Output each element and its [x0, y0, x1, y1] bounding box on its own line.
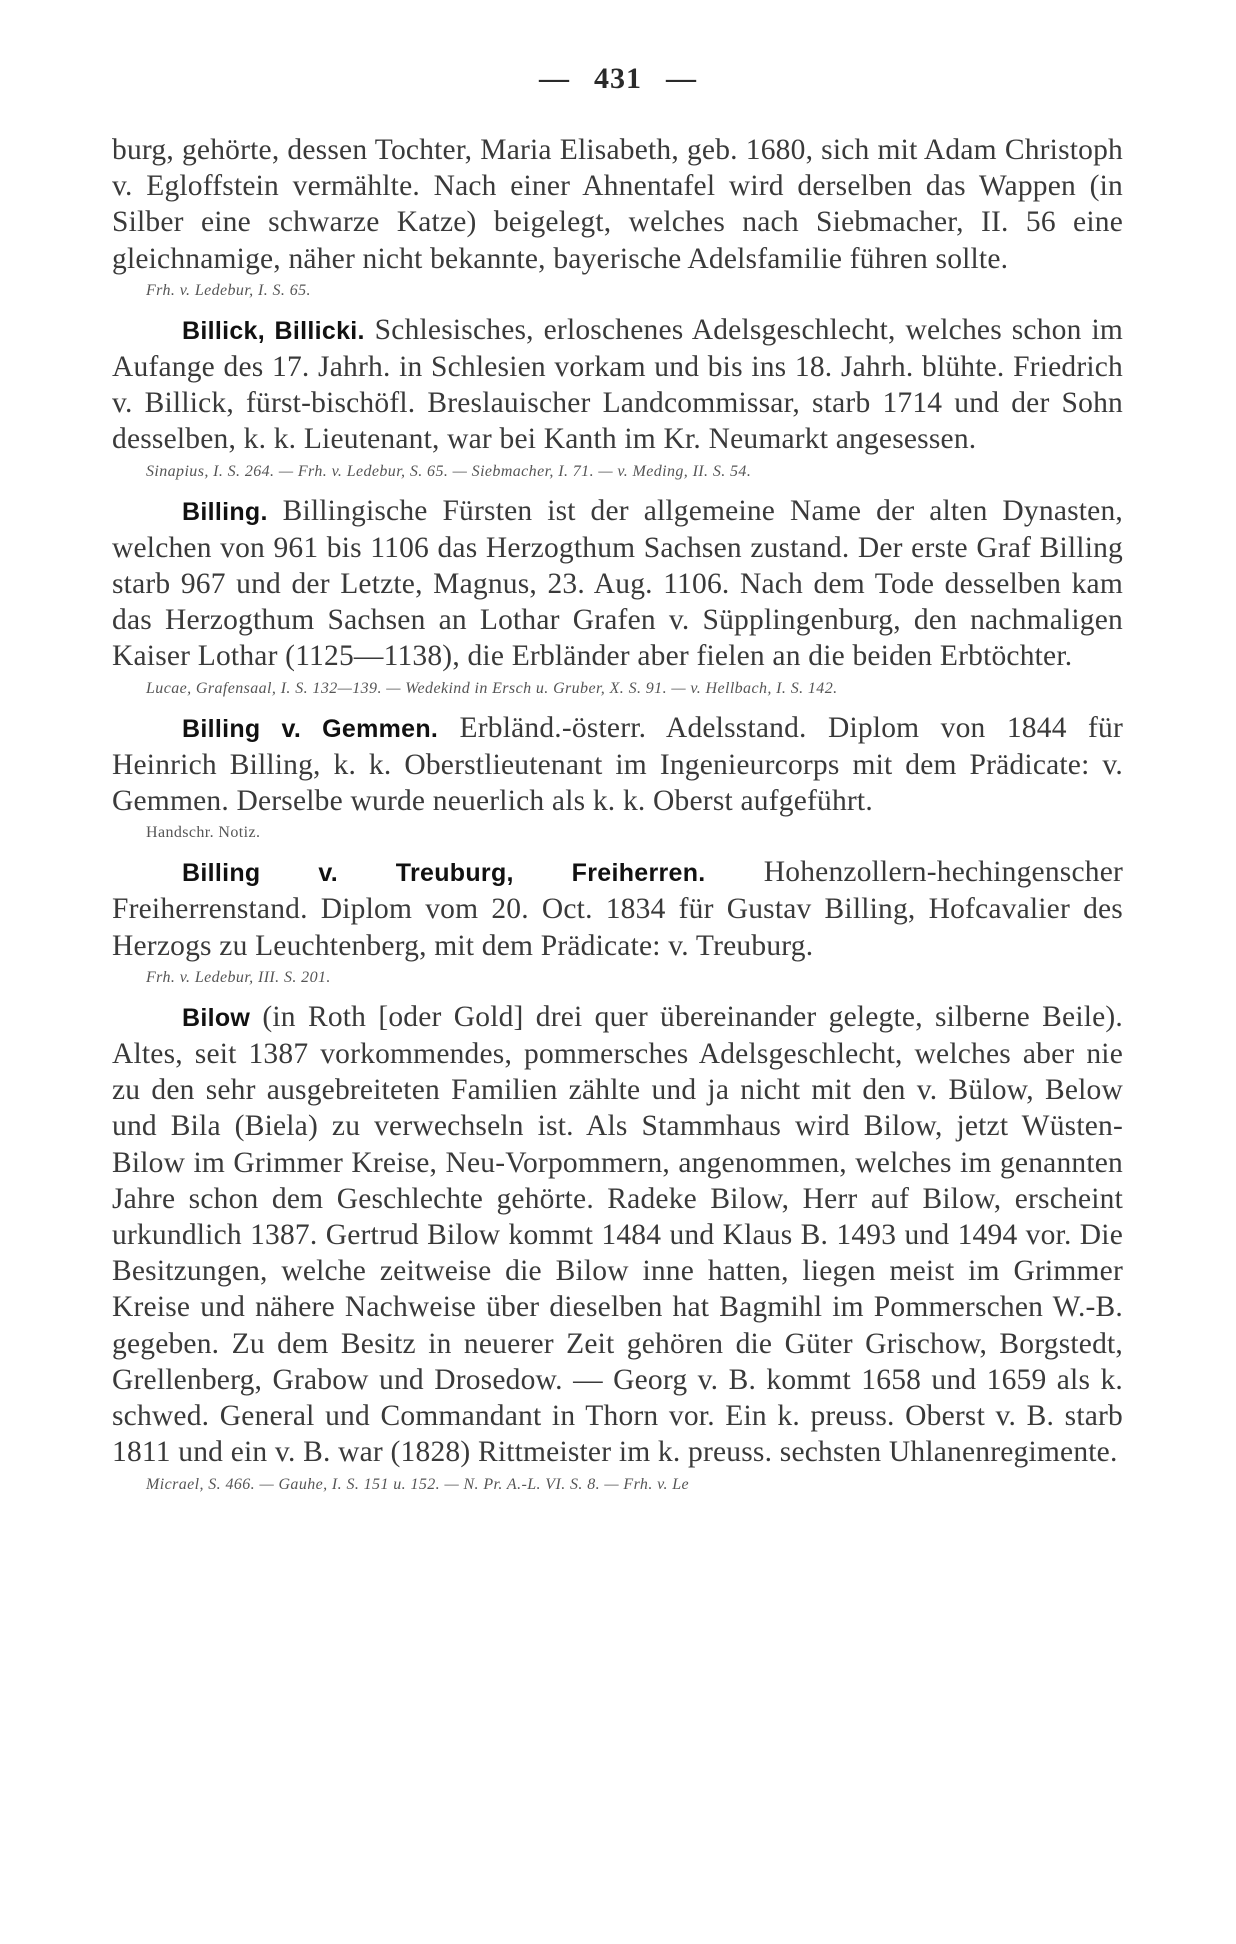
entry-source: Frh. v. Ledebur, III. S. 201.: [146, 968, 331, 986]
entry-billing: [112, 493, 1123, 698]
entry-text: Billingische Fürsten ist der allgemeine Name der alten Dynasten, welchen von 961 bis 1106 das Herzogthum Sachsen zustand. Der erste Graf Billing starb 967 und der Letzte, Magnus, 23. Aug. 1106. Nach dem Tode desselben kam das Herzogthum Sachsen an Lothar Grafen v. Süpplingenburg, den nachmaligen Kaiser Lothar (1125—1138), die Erbländer aber fielen an die beiden Erbtöchter.: [112, 494, 1124, 673]
entry-text: Hohenzollern-hechingenscher Freiherrenstand. Diplom vom 20. Oct. 1834 für Gustav Billing, Hofcavalier des Herzogs zu Leuchtenberg, mit dem Prädicate: v. Treuburg.: [112, 856, 1124, 962]
entry-paragraph: [112, 493, 1123, 675]
entry-source: Micrael, S. 466. — Gauhe, I. S. 151 u. 152. — N. Pr. A.-L. VI. S. 8. — Frh. v. Le: [146, 1475, 690, 1493]
entry-paragraph: [112, 999, 1123, 1471]
page-number-value: 431: [594, 62, 642, 95]
entry-heading: Bilow: [182, 1003, 251, 1032]
entry-paragraph: [112, 854, 1123, 964]
entry-paragraph: [112, 312, 1123, 458]
entry-billing-gemmen: [112, 710, 1123, 843]
entry-bilow: [112, 999, 1123, 1494]
entry-text: (in Roth [oder Gold] drei quer übereinander gelegte, silberne Beile). Altes, seit 1387 vorkommendes, pommersches Adelsgeschlecht, welches aber nie zu den sehr ausgebreiteten Familien zählte und ja nicht mit den v. Bülow, Below und Bila (Biela) zu verwechseln ist. Als Stammhaus wird Bilow, jetzt Wüsten-Bilow im Grimmer Kreise, Neu-Vorpommern, angenommen, welches im genannten Jahre schon dem Geschlechte gehörte. Radeke Bilow, Herr auf Bilow, erscheint urkundlich 1387. Gertrud Bilow kommt 1484 und Klaus B. 1493 und 1494 vor. Die Besitzungen, welche zeitweise die Bilow inne hatten, liegen meist im Grimmer Kreise und nähere Nachweise über dieselben hat Bagmihl im Pommerschen W.-B. gegeben. Zu dem Besitz in neuerer Zeit gehören die Güter Grischow, Borgstedt, Grellenberg, Grabow und Drosedow. — Georg v. B. kommt 1658 und 1659 als k. schwed. General und Commandant in Thorn vor. Ein k. preuss. Oberst v. B. starb 1811 und ein v. B. war (1828) Rittmeister im k. preuss. sechsten Uhlanenregimente.: [112, 1000, 1124, 1469]
entry-paragraph: [112, 710, 1123, 820]
page-number-dash-left: —: [539, 62, 570, 95]
entry-heading: Billick, Billicki.: [182, 316, 365, 345]
entry-billing-treuburg: [112, 854, 1123, 987]
entry-billick: [112, 312, 1123, 481]
page-number: [0, 62, 1236, 96]
entry-heading: Billing v. Gemmen.: [182, 714, 439, 743]
entry-text: Schlesisches, erloschenes Adelsgeschlecht, welches schon im Aufange des 17. Jahrh. in Schlesien vorkam und bis ins 18. Jahrh. blühte. Friedrich v. Billick, fürst-bischöfl. Breslauischer Landcommissar, starb 1714 und der Sohn desselben, k. k. Lieutenant, war bei Kanth im Kr. Neumarkt angesessen.: [112, 313, 1124, 456]
entry-source: Frh. v. Ledebur, I. S. 65.: [146, 281, 311, 299]
entry-text: burg, gehörte, dessen Tochter, Maria Elisabeth, geb. 1680, sich mit Adam Christoph v. Egloffstein vermählte. Nach einer Ahnentafel wird derselben das Wappen (in Silber eine schwarze Katze) beigelegt, welches nach Siebmacher, II. 56 eine gleichnamige, näher nicht bekannte, bayerische Adelsfamilie führen sollte.: [112, 134, 1123, 275]
entry-source: Handschr. Notiz.: [146, 824, 261, 842]
entry-source: Lucae, Grafensaal, I. S. 132—139. — Wedekind in Ersch u. Gruber, X. S. 91. — v. Hellbach, I. S. 142.: [146, 679, 838, 697]
entry-heading: Billing v. Treuburg, Freiherren.: [182, 859, 706, 888]
page-body: [112, 132, 1123, 1500]
entry-heading: Billing.: [182, 497, 268, 526]
page-number-dash-right: —: [666, 62, 697, 95]
entry-continuation: [112, 132, 1123, 300]
entry-text: Erbländ.-österr. Adelsstand. Diplom von 1844 für Heinrich Billing, k. k. Oberstlieutenant im Ingenieurcorps mit dem Prädicate: v. Gemmen. Derselbe wurde neuerlich als k. k. Oberst aufgeführt.: [112, 711, 1124, 818]
entry-source: Sinapius, I. S. 264. — Frh. v. Ledebur, S. 65. — Siebmacher, I. 71. — v. Meding, II. S. 54.: [146, 462, 752, 480]
